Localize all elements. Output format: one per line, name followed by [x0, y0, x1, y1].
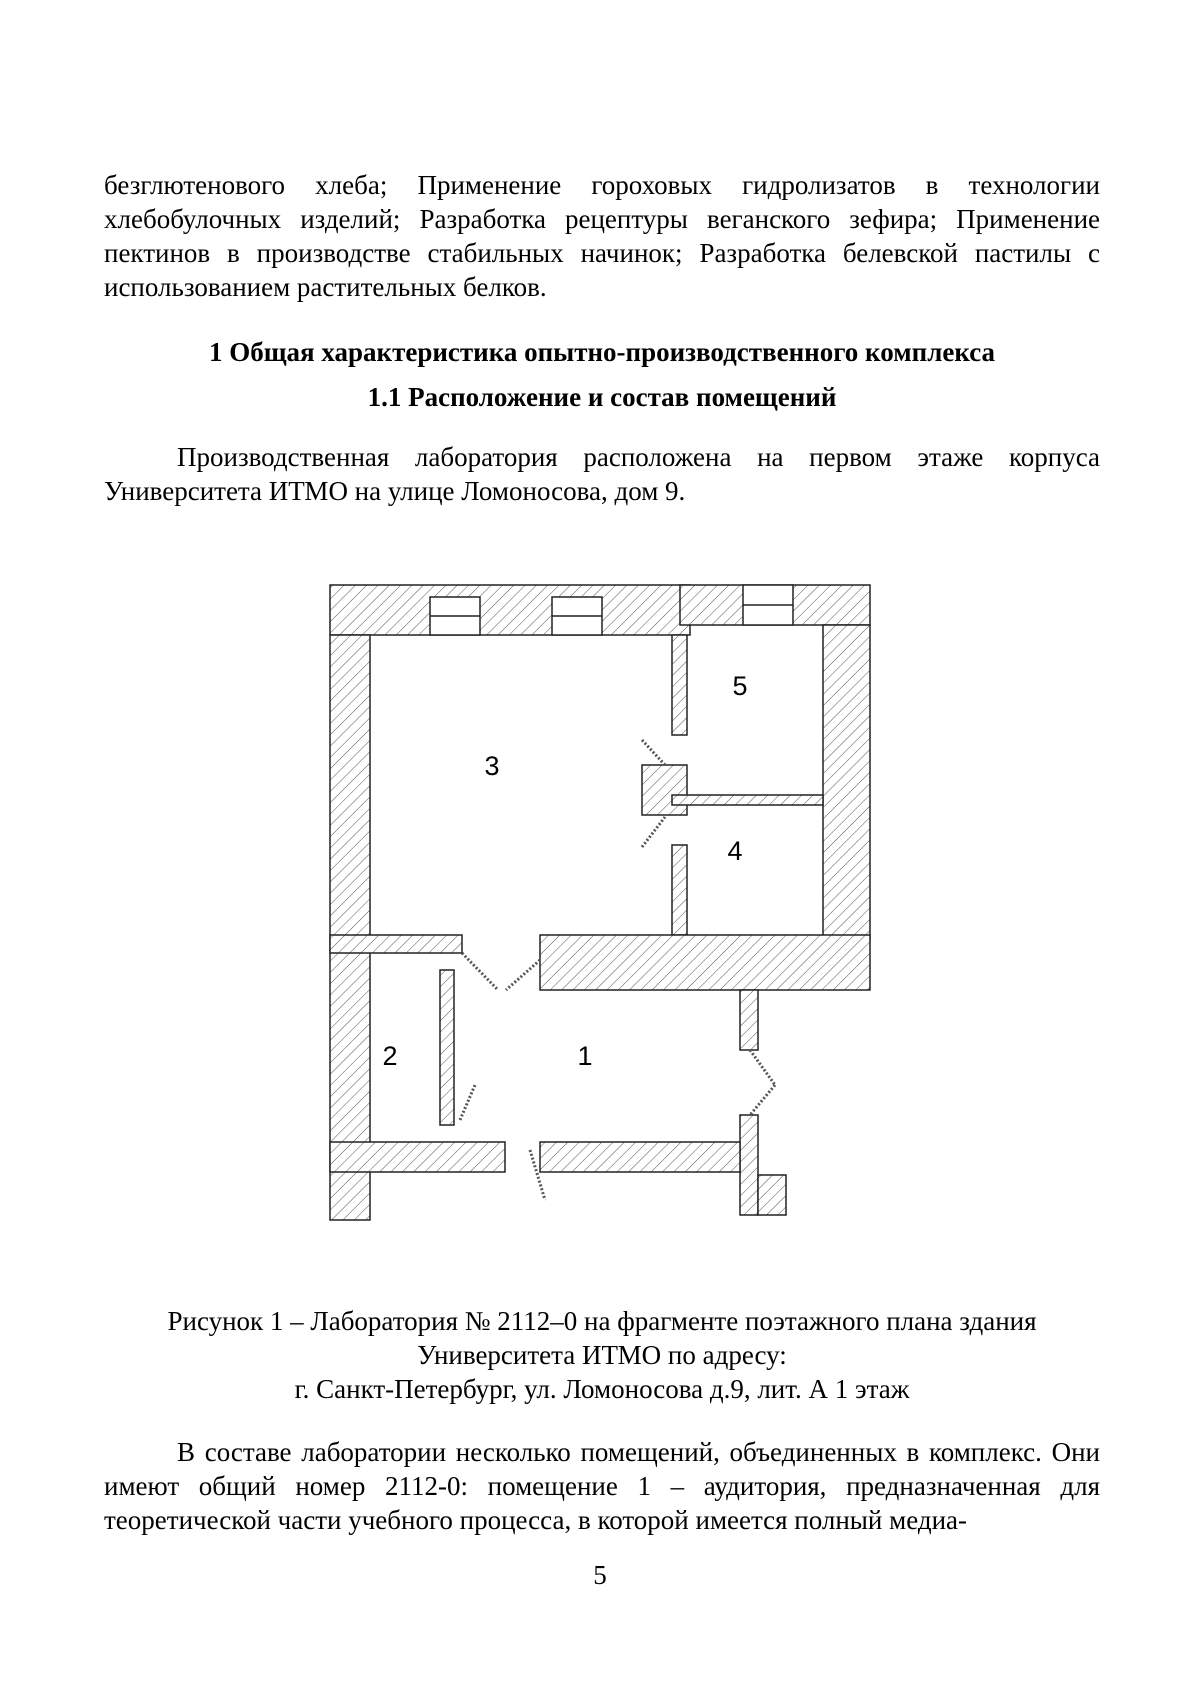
paragraph-intro-continuation: безглютенового хлеба; Применение гороховых гидролизатов в технологии хлебобулочных изделий; Разработка рецептуры веганского зефира; Применение пектинов в производстве стабильных начинок; Разработка белевской пастилы с использованием растительных белков. — [104, 170, 1100, 302]
wall-partition-block — [642, 765, 687, 815]
wall-right-lower-2 — [740, 1115, 758, 1215]
caption-line-2: Университета ИТМО по адресу: — [417, 1340, 787, 1370]
wall-bottom-left — [330, 1142, 505, 1172]
room-label-5: 5 — [732, 671, 748, 701]
figure-caption — [104, 1304, 1100, 1406]
wall-between-5-4 — [672, 795, 823, 805]
wall-partition-lower — [672, 845, 687, 935]
subsection-heading: 1.1 Расположение и состав помещений — [367, 382, 837, 412]
caption-line-3: г. Санкт-Петербург, ул. Ломоносова д.9, лит. А 1 этаж — [294, 1374, 910, 1404]
wall-partition-upper — [672, 635, 687, 735]
wall-right-lower-outer — [758, 1175, 786, 1215]
page-number: 5 — [593, 1560, 607, 1590]
wall-right-lower — [740, 990, 758, 1050]
room-label-1: 1 — [577, 1041, 593, 1071]
section-heading: 1 Общая характеристика опытно-производственного комплекса — [208, 337, 996, 367]
room-label-3: 3 — [484, 751, 500, 781]
paragraph-location: Производственная лаборатория расположена на первом этаже корпуса Университета ИТМО на улице Ломоносова, дом 9. — [104, 442, 1100, 506]
wall-middle-left — [330, 935, 462, 953]
room-label-4: 4 — [727, 836, 743, 866]
wall-top — [330, 585, 690, 635]
floor-plan — [320, 575, 880, 1275]
wall-bottom-right — [540, 1142, 740, 1172]
paragraph-composition: В составе лаборатории несколько помещений, объединенных в комплекс. Они имеют общий номер 2112-0: помещение 1 – аудитория, предназначенная для теоретической части учебного процесса, в которой имеется полный медиа- — [104, 1437, 1100, 1535]
room-label-2: 2 — [382, 1041, 398, 1071]
wall-middle-right — [540, 935, 870, 990]
wall-partition-2-1 — [440, 970, 454, 1125]
wall-right — [823, 625, 870, 940]
caption-line-1: Рисунок 1 – Лаборатория № 2112–0 на фрагменте поэтажного плана здания — [167, 1306, 1037, 1336]
wall-left — [330, 635, 370, 1220]
